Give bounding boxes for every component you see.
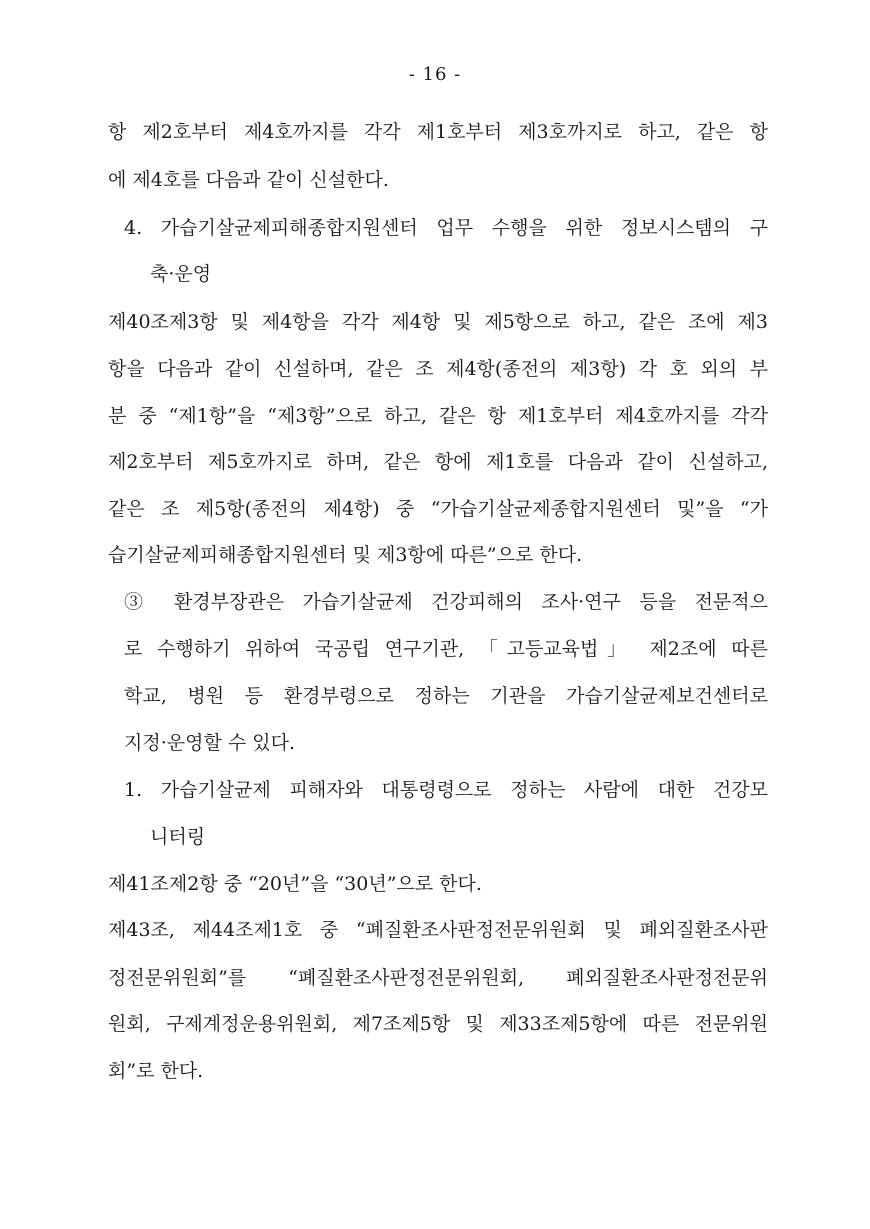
text-line: 항을 다음과 같이 신설하며, 같은 조 제4항(종전의 제3항) 각 호 외의 부 xyxy=(108,358,768,380)
list-item-line: 4. 가습기살균제피해종합지원센터 업무 수행을 위한 정보시스템의 구 xyxy=(124,217,768,239)
text-line: 분 중 “제1항”을 “제3항”으로 하고, 같은 항 제1호부터 제4호까지를 각각 xyxy=(108,405,768,427)
text-line: 원회, 구제계정운용위원회, 제7조제5항 및 제33조제5항에 따른 전문위원 xyxy=(108,1013,768,1035)
clause-line: ③ 환경부장관은 가습기살균제 건강피해의 조사·연구 등을 전문적으 xyxy=(124,591,768,613)
text-line: 회”로 한다. xyxy=(108,1060,204,1082)
text-line: 항 제2호부터 제4호까지를 각각 제1호부터 제3호까지로 하고, 같은 항 xyxy=(108,121,768,143)
text-line: 습기살균제피해종합지원센터 및 제3항에 따른”으로 한다. xyxy=(108,544,583,566)
text-line: 제41조제2항 중 “20년”을 “30년”으로 한다. xyxy=(108,873,482,895)
clause-line: 지정·운영할 수 있다. xyxy=(124,732,295,754)
text-line: 에 제4호를 다음과 같이 신설한다. xyxy=(108,169,389,191)
page-number: - 16 - xyxy=(408,64,462,85)
text-line: 제40조제3항 및 제4항을 각각 제4항 및 제5항으로 하고, 같은 조에 제3 xyxy=(108,311,768,333)
text-line: 제43조, 제44조제1호 중 “폐질환조사판정전문위원회 및 폐외질환조사판 xyxy=(108,919,768,941)
text-line: 정전문위원회”를 “폐질환조사판정전문위원회, 폐외질환조사판정전문위 xyxy=(108,967,768,989)
text-line: 같은 조 제5항(종전의 제4항) 중 “가습기살균제종합지원센터 및”을 “가 xyxy=(108,498,768,520)
list-item-line: 니터링 xyxy=(150,826,206,848)
list-item-line: 축·운영 xyxy=(150,263,212,285)
clause-line: 학교, 병원 등 환경부령으로 정하는 기관을 가습기살균제보건센터로 xyxy=(124,685,768,707)
text-line: 제2호부터 제5호까지로 하며, 같은 항에 제1호를 다음과 같이 신설하고, xyxy=(108,451,768,473)
list-item-line: 1. 가습기살균제 피해자와 대통령령으로 정하는 사람에 대한 건강모 xyxy=(124,779,768,801)
clause-line: 로 수행하기 위하여 국공립 연구기관, 「고등교육법」 제2조에 따른 xyxy=(124,638,768,660)
